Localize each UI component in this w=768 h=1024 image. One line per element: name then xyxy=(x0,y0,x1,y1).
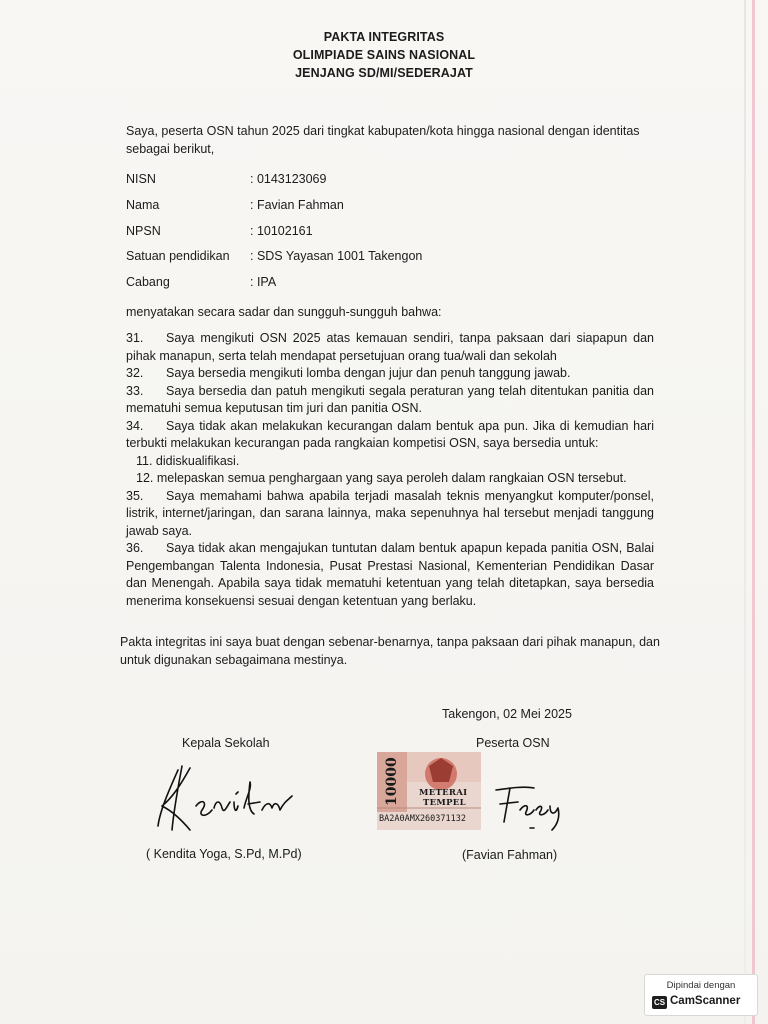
declaration-text: menyatakan secara sadar dan sungguh-sungguh bahwa: xyxy=(126,305,442,319)
camscanner-caption: Dipindai dengan xyxy=(666,980,736,991)
participant-name: (Favian Fahman) xyxy=(462,848,558,862)
identity-value: : 0143123069 xyxy=(250,172,327,186)
sub-item: 12. melepaskan semua penghargaan yang saya peroleh dalam rangkaian OSN tersebut. xyxy=(136,471,627,485)
camscanner-name: CamScanner xyxy=(670,995,741,1007)
document-title xyxy=(0,28,768,82)
participant-signature xyxy=(490,780,570,840)
identity-value: : SDS Yayasan 1001 Takengon xyxy=(250,249,423,263)
page-edge-red-margin xyxy=(752,0,755,1024)
sub-item: 11. didiskualifikasi. xyxy=(136,453,240,468)
identity-value: : Favian Fahman xyxy=(250,198,344,212)
identity-label: Nama xyxy=(126,198,160,212)
item-text: Saya bersedia mengikuti lomba dengan jujur dan penuh tanggung jawab. xyxy=(166,366,571,380)
stamp-amount-text: 10000 xyxy=(384,757,400,806)
identity-value: : IPA xyxy=(250,275,277,289)
list-item xyxy=(126,540,654,610)
stamp-amount xyxy=(384,757,402,808)
closing-paragraph: Pakta integritas ini saya buat dengan sebenar-benarnya, tanpa paksaan dari pihak manapun, dan untuk digunakan sebagaimana mestinya. xyxy=(120,635,660,667)
title-line-1: PAKTA INTEGRITAS xyxy=(323,30,445,44)
duty-stamp xyxy=(377,752,481,830)
item-text: Saya tidak akan mengajukan tuntutan dalam bentuk apapun kepada panitia OSN, Balai Pengembangan Talenta Indonesia, Pusat Prestasi Nasional, Kementerian Pendidikan Dasar dan Menengah. Apabila saya tidak mematuhi ketentuan yang telah ditetapkan, saya bersedia menerima konsekuensi sesuai dengan ketentuan yang berlaku. xyxy=(126,541,654,608)
item-number: 36. xyxy=(126,541,144,555)
item-number: 34. xyxy=(126,418,144,433)
identity-label: NPSN xyxy=(126,224,161,238)
list-item xyxy=(126,418,654,453)
identity-label: Satuan pendidikan xyxy=(126,249,230,263)
list-item xyxy=(126,383,654,418)
list-item xyxy=(126,330,654,365)
item-text: Saya mengikuti OSN 2025 atas kemauan sendiri, tanpa paksaan dari siapapun dan pihak manapun, serta telah mendapat persetujuan orang tua/wali dan sekolah xyxy=(126,331,654,363)
stamp-line-2: TEMPEL xyxy=(423,798,466,808)
camscanner-logo-icon: CS xyxy=(653,998,666,1007)
page-edge-shadow xyxy=(744,0,746,1024)
item-number: 35. xyxy=(126,488,144,503)
principal-name: ( Kendita Yoga, S.Pd, M.Pd) xyxy=(146,847,302,861)
item-text: Saya tidak akan melakukan kecurangan dalam bentuk apa pun. Jika di kemudian hari terbukti melakukan kecurangan pada rangkaian kompetisi OSN, saya bersedia untuk: xyxy=(126,418,654,450)
list-item xyxy=(126,488,654,541)
item-number: 32. xyxy=(126,366,144,380)
identity-label: Cabang xyxy=(126,275,170,289)
list-item xyxy=(126,365,654,383)
stamp-line-1: METERAI xyxy=(419,788,468,798)
identity-value: : 10102161 xyxy=(250,224,313,238)
item-number: 33. xyxy=(126,383,144,398)
item-text: Saya bersedia dan patuh mengikuti segala peraturan yang telah ditentukan panitia dan mematuhi semua keputusan tim juri dan panitia OSN. xyxy=(126,383,654,415)
principal-label: Kepala Sekolah xyxy=(182,736,270,750)
stamp-serial: BA2A0AMX260371132 xyxy=(379,814,466,824)
title-line-3: JENJANG SD/MI/SEDERAJAT xyxy=(295,66,473,80)
principal-signature xyxy=(150,758,300,838)
title-line-2: OLIMPIADE SAINS NASIONAL xyxy=(292,48,476,62)
participant-label: Peserta OSN xyxy=(476,736,550,750)
camscanner-badge xyxy=(644,974,758,1016)
place-date: Takengon, 02 Mei 2025 xyxy=(442,707,572,721)
identity-label: NISN xyxy=(126,172,156,186)
item-number: 31. xyxy=(126,331,144,345)
intro-paragraph: Saya, peserta OSN tahun 2025 dari tingkat kabupaten/kota hingga nasional dengan identitas sebagai berikut, xyxy=(126,124,640,156)
item-text: Saya memahami bahwa apabila terjadi masalah teknis menyangkut komputer/ponsel, listrik, internet/jaringan, dan sarana lainnya, maka sepenuhnya hal tersebut menjadi tanggung jawab saya. xyxy=(126,488,654,538)
commitment-list xyxy=(126,330,654,610)
